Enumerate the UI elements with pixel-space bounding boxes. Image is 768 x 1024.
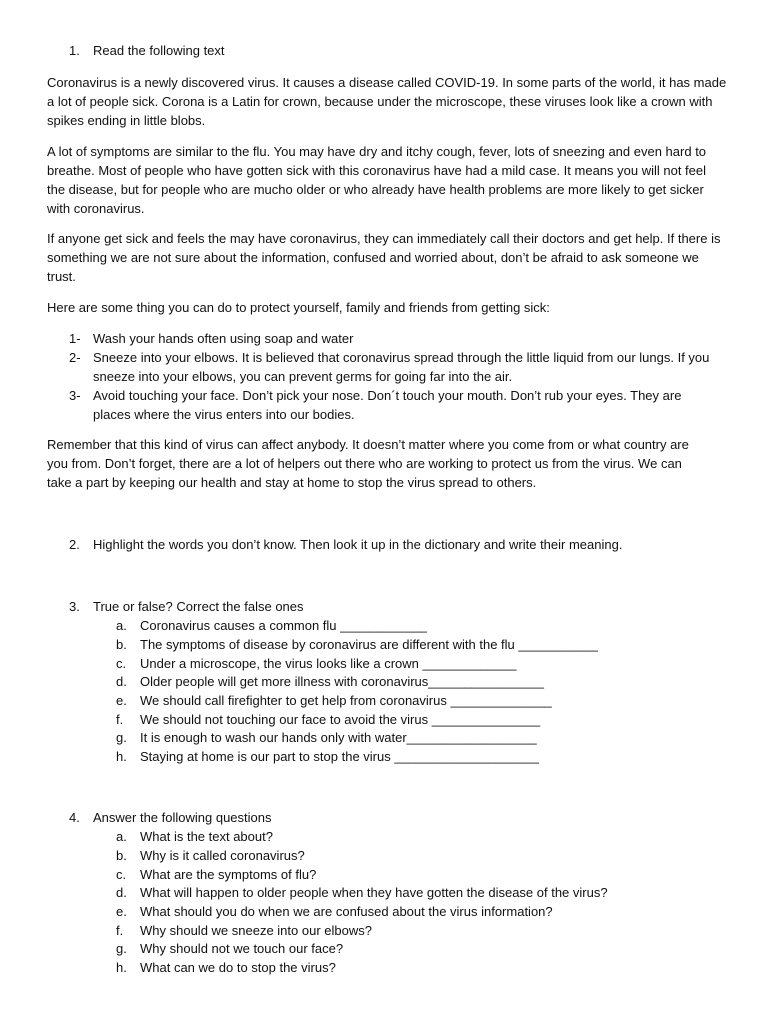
list-item: We should not touching our face to avoid the virus _______________ — [140, 712, 541, 727]
list-marker: d. — [116, 885, 127, 900]
paragraph-line: you from. Don’t forget, there are a lot of helpers out there who are working to protect us from the virus. We can — [47, 456, 682, 471]
list-item: Staying at home is our part to stop the virus ____________________ — [140, 749, 539, 764]
list-item: Why is it called coronavirus? — [140, 848, 305, 863]
list-item: The symptoms of disease by coronavirus are different with the flu ___________ — [140, 637, 598, 652]
list-item: places where the virus enters into our bodies. — [93, 407, 355, 422]
list-marker: 2- — [69, 350, 81, 365]
list-item: Older people will get more illness with coronavirus________________ — [140, 674, 544, 689]
list-item: Under a microscope, the virus looks like a crown _____________ — [140, 656, 517, 671]
list-marker: h. — [116, 960, 127, 975]
list-item: What should you do when we are confused about the virus information? — [140, 904, 553, 919]
list-item: What will happen to older people when they have gotten the disease of the virus? — [140, 885, 608, 900]
paragraph-line: trust. — [47, 269, 76, 284]
list-marker: b. — [116, 637, 127, 652]
q1-heading: Read the following text — [93, 43, 225, 58]
list-item: Why should we sneeze into our elbows? — [140, 923, 372, 938]
list-item: Wash your hands often using soap and water — [93, 331, 354, 346]
list-marker: e. — [116, 904, 127, 919]
q3-number: 3. — [69, 599, 80, 614]
list-marker: a. — [116, 618, 127, 633]
list-item: Coronavirus causes a common flu ____________ — [140, 618, 427, 633]
list-marker: e. — [116, 693, 127, 708]
list-marker: h. — [116, 749, 127, 764]
q3-heading: True or false? Correct the false ones — [93, 599, 304, 614]
list-item: sneeze into your elbows, you can prevent germs for going far into the air. — [93, 369, 513, 384]
list-marker: 1- — [69, 331, 81, 346]
paragraph-line: a lot of people sick. Corona is a Latin for crown, because under the microscope, these viruses look like a crown with — [47, 94, 713, 109]
list-marker: g. — [116, 730, 127, 745]
list-item: What are the symptoms of flu? — [140, 867, 317, 882]
list-marker: a. — [116, 829, 127, 844]
q1-number: 1. — [69, 43, 80, 58]
list-marker: f. — [116, 712, 124, 727]
list-item: Avoid touching your face. Don’t pick your nose. Don´t touch your mouth. Don’t rub your eyes. They are — [93, 388, 682, 403]
list-marker: f. — [116, 923, 124, 938]
list-item: What can we do to stop the virus? — [140, 960, 336, 975]
list-item: We should call firefighter to get help from coronavirus ______________ — [140, 693, 552, 708]
paragraph-line: A lot of symptoms are similar to the flu. You may have dry and itchy cough, fever, lots of sneezing and even hard to — [47, 144, 707, 159]
list-marker: b. — [116, 848, 127, 863]
q4-number: 4. — [69, 810, 80, 825]
paragraph-line: spikes ending in little blobs. — [47, 113, 206, 128]
list-marker: c. — [116, 656, 127, 671]
list-item: Sneeze into your elbows. It is believed that coronavirus spread through the little liquid from our lungs. If you — [93, 350, 710, 365]
paragraph-4: Here are some thing you can do to protect yourself, family and friends from getting sick: — [47, 300, 550, 315]
list-marker: g. — [116, 941, 127, 956]
list-item: It is enough to wash our hands only with water__________________ — [140, 730, 537, 745]
list-item: Why should not we touch our face? — [140, 941, 344, 956]
paragraph-line: take a part by keeping our health and stay at home to stop the virus spread to others. — [47, 475, 537, 490]
paragraph-line: something we are not sure about the information, confused and worried about, don’t be afraid to ask someone we — [47, 250, 699, 265]
list-marker: c. — [116, 867, 127, 882]
paragraph-line: with coronavirus. — [47, 201, 145, 216]
paragraph-line: If anyone get sick and feels the may have coronavirus, they can immediately call their doctors and get help. If there is — [47, 231, 721, 246]
paragraph-line: Coronavirus is a newly discovered virus. It causes a disease called COVID-19. In some parts of the world, it has made — [47, 75, 727, 90]
q2-heading: Highlight the words you don’t know. Then look it up in the dictionary and write their meaning. — [93, 537, 623, 552]
list-marker: d. — [116, 674, 127, 689]
paragraph-line: the disease, but for people who are mucho older or who already have health problems are more likely to get sicker — [47, 182, 704, 197]
q4-heading: Answer the following questions — [93, 810, 272, 825]
q2-number: 2. — [69, 537, 80, 552]
paragraph-line: breathe. Most of people who have gotten sick with this coronavirus have had a mild case. It means you will not feel — [47, 163, 707, 178]
list-marker: 3- — [69, 388, 81, 403]
list-item: What is the text about? — [140, 829, 273, 844]
paragraph-line: Remember that this kind of virus can affect anybody. It doesn’t matter where you come from or what country are — [47, 437, 689, 452]
